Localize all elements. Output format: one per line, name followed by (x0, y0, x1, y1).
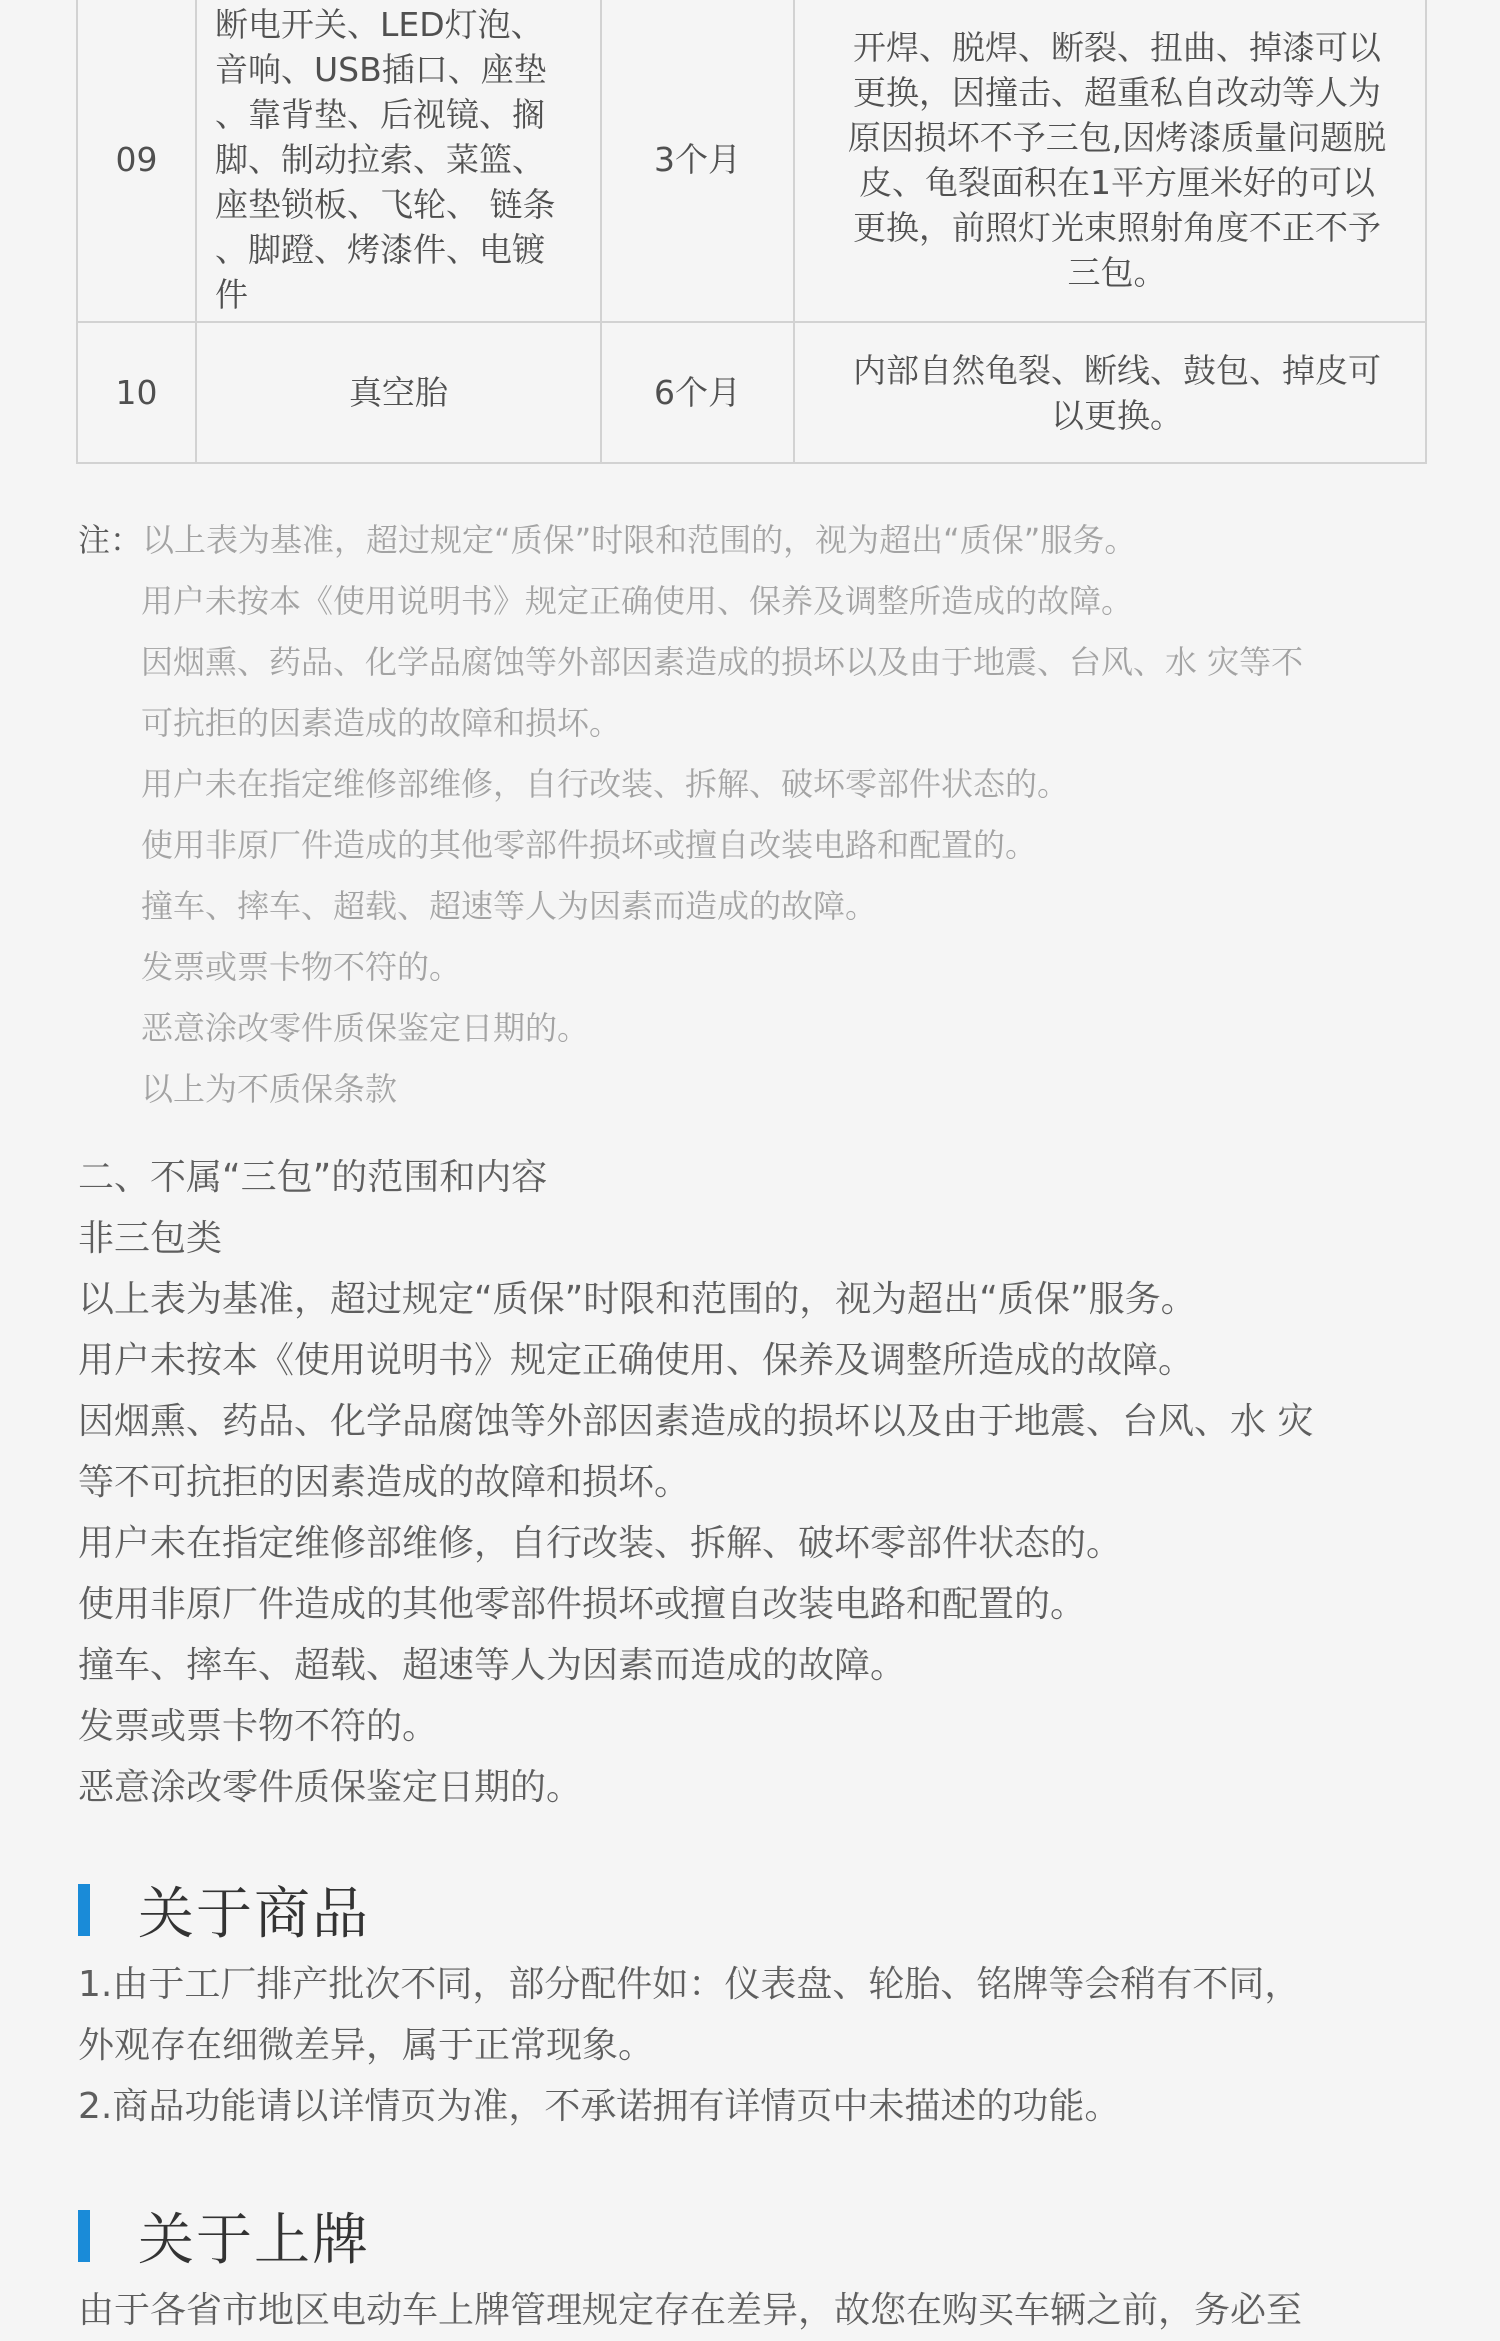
section-heading: 二、不属“三包”的范围和内容 (78, 1157, 548, 1198)
note-text: 以上为不质保条款 (141, 1070, 398, 1108)
about-plate-heading (78, 2196, 370, 2276)
about-plate-body (78, 2280, 1448, 2341)
paragraph-line: 发票或票卡物不符的。 (78, 1706, 439, 1747)
heading-title: 关于商品 (138, 1882, 370, 1947)
terms-line: 三包。 (1067, 252, 1167, 292)
non-warranty-section (78, 1147, 1448, 1818)
parts-cell: 真空胎 (196, 322, 601, 463)
note-text: 因烟熏、药品、化学品腐蚀等外部因素造成的损坏以及由于地震、台风、水 灾等不 (141, 643, 1304, 681)
paragraph-line: 外观存在细微差异，属于正常现象。 (78, 2025, 655, 2066)
warranty-period: 3个月 (601, 0, 794, 322)
note-text: 可抗拒的因素造成的故障和损坏。 (141, 704, 622, 742)
warranty-table (76, 0, 1427, 464)
table-row (77, 0, 1426, 322)
parts-line: 断电开关、LED灯泡、 (215, 5, 544, 44)
row-number: 09 (77, 0, 196, 322)
note-text: 用户未在指定维修部维修，自行改装、拆解、破坏零部件状态的。 (141, 765, 1070, 803)
terms-line: 更换，因撞击、超重私自改动等人为 (853, 72, 1381, 112)
about-product-body (78, 1954, 1448, 2137)
heading-title: 关于上牌 (138, 2208, 370, 2273)
paragraph-line: 恶意涂改零件质保鉴定日期的。 (78, 1767, 583, 1808)
terms-line: 内部自然龟裂、断线、鼓包、掉皮可 (853, 350, 1381, 390)
paragraph-line: 撞车、摔车、超载、超速等人为因素而造成的故障。 (78, 1645, 907, 1686)
terms-cell (794, 322, 1426, 463)
terms-cell (794, 0, 1426, 322)
parts-line: 座垫锁板、飞轮、 链条 (215, 185, 556, 224)
row-number: 10 (77, 322, 196, 463)
paragraph-line: 等不可抗拒的因素造成的故障和损坏。 (78, 1462, 691, 1503)
note-text: 撞车、摔车、超载、超速等人为因素而造成的故障。 (141, 887, 878, 925)
terms-line: 以更换。 (1051, 395, 1183, 435)
section-subheading: 非三包类 (78, 1218, 223, 1259)
note-text: 恶意涂改零件质保鉴定日期的。 (141, 1009, 590, 1047)
terms-line: 更换，前照灯光束照射角度不正不予 (853, 207, 1381, 247)
paragraph-line: 1.由于工厂排产批次不同，部分配件如：仪表盘、轮胎、铭牌等会稍有不同， (78, 1964, 1301, 2005)
parts-cell (196, 0, 601, 322)
paragraph-line: 由于各省市地区电动车上牌管理规定存在差异，故您在购买车辆之前，务必至 (78, 2290, 1303, 2331)
note-label: 注： (78, 521, 143, 559)
terms-line: 开焊、脱焊、断裂、扭曲、掉漆可以 (853, 27, 1381, 67)
paragraph-line: 以上表为基准，超过规定“质保”时限和范围的，视为超出“质保”服务。 (78, 1279, 1197, 1320)
note-text: 用户未按本《使用说明书》规定正确使用、保养及调整所造成的故障。 (141, 582, 1134, 620)
paragraph-line: 2.商品功能请以详情页为准，不承诺拥有详情页中未描述的功能。 (78, 2086, 1121, 2127)
paragraph-line: 用户未在指定维修部维修，自行改装、拆解、破坏零部件状态的。 (78, 1523, 1123, 1564)
note-text: 使用非原厂件造成的其他零部件损坏或擅自改装电路和配置的。 (141, 826, 1038, 864)
notes-block (78, 510, 1448, 1120)
terms-line: 皮、龟裂面积在1平方厘米好的可以 (859, 162, 1375, 202)
table-row (77, 322, 1426, 463)
paragraph-line: 用户未按本《使用说明书》规定正确使用、保养及调整所造成的故障。 (78, 1340, 1195, 1381)
parts-line: 脚、制动拉索、菜篮、 (215, 140, 545, 179)
about-product-heading (78, 1870, 370, 1950)
parts-line: 、脚蹬、烤漆件、电镀 (215, 230, 545, 269)
parts-line: 件 (215, 275, 248, 314)
note-text: 发票或票卡物不符的。 (141, 948, 462, 986)
paragraph-line: 因烟熏、药品、化学品腐蚀等外部因素造成的损坏以及由于地震、台风、水 灾 (78, 1401, 1314, 1442)
warranty-period: 6个月 (601, 322, 794, 463)
terms-line: 原因损坏不予三包,因烤漆质量问题脱 (847, 117, 1387, 157)
paragraph-line: 使用非原厂件造成的其他零部件损坏或擅自改装电路和配置的。 (78, 1584, 1087, 1625)
note-text: 以上表为基准，超过规定“质保”时限和范围的，视为超出“质保”服务。 (142, 521, 1137, 559)
parts-line: 音响、USB插口、座垫 (215, 50, 547, 89)
heading-accent-bar (78, 1884, 90, 1936)
parts-line: 、靠背垫、后视镜、搁 (215, 95, 545, 134)
heading-accent-bar (78, 2210, 90, 2262)
